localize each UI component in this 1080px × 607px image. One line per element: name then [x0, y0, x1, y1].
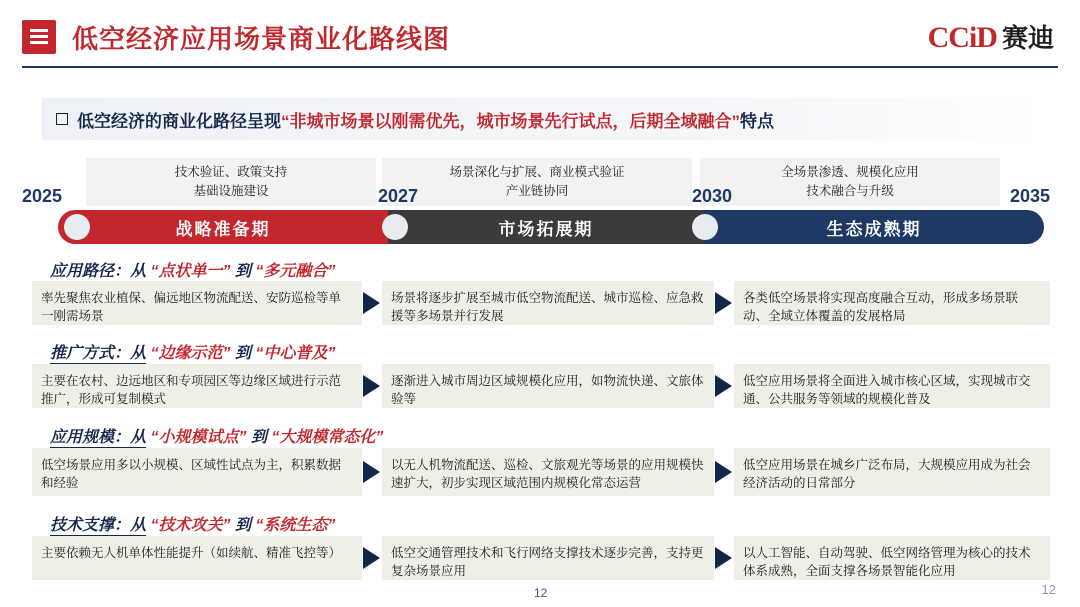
timeline-phase-bar-2 [704, 210, 1044, 244]
page-number-center: 12 [534, 586, 548, 600]
row-title-1-to: “中心普及” [255, 345, 336, 362]
timeline-phase-label-0: 战略准备期 [175, 219, 271, 239]
phase-description-1-line1: 场景深化与扩展、商业模式验证 [449, 165, 625, 179]
row-2-cell-2: 低空应用场景在城乡广泛布局，大规模应用成为社会经济活动的日常部分 [734, 448, 1050, 496]
row-0-cell-1: 场景将逐步扩展至城市低空物流配送、城市巡检、应急救援等多场景并行发展 [382, 281, 714, 325]
timeline-phase-label-1: 市场拓展期 [498, 219, 594, 239]
row-0-arrow-0 [363, 292, 380, 314]
row-0-cell-0: 率先聚焦农业植保、偏远地区物流配送、安防巡检等单一刚需场景 [32, 281, 362, 325]
row-title-1 [50, 340, 335, 363]
row-1-arrow-1 [715, 375, 732, 397]
row-title-3-to: “系统生态” [255, 517, 336, 534]
timeline-marker-2 [692, 214, 718, 240]
row-3-arrow-0 [363, 547, 380, 569]
square-bullet-icon [56, 113, 68, 125]
callout-text-highlight: “非城市场景以刚需优先，城市场景先行试点，后期全域融合” [281, 111, 740, 131]
timeline-year-2035: 2035 [1010, 186, 1051, 206]
callout-text-part1: 低空经济的商业化路径呈现 [77, 111, 281, 131]
row-0-arrow-1 [715, 292, 732, 314]
row-2-arrow-1 [715, 461, 732, 483]
timeline-year-2030: 2030 [692, 186, 733, 206]
header-bullet-icon [22, 20, 56, 54]
row-title-0-mid: 到 [234, 263, 251, 280]
phase-description-0 [86, 158, 376, 206]
row-2-cell-1: 以无人机物流配送、巡检、文旅观光等场景的应用规模快速扩大，初步实现区域范围内规模化常态运营 [382, 448, 714, 496]
timeline-phase-bar-0 [58, 210, 388, 244]
row-0-cell-2: 各类低空场景将实现高度融合互动，形成多场景联动、全域立体覆盖的发展格局 [734, 281, 1050, 325]
phase-description-2-line2: 技术融合与升级 [806, 184, 894, 198]
phase-description-0-line2: 基础设施建设 [193, 184, 269, 198]
phase-description-0-line1: 技术验证、政策支持 [174, 165, 288, 179]
logo-latin-text: CCiD [927, 21, 997, 54]
timeline-year-2027: 2027 [378, 186, 419, 206]
header-divider [22, 66, 1058, 68]
row-title-2-to: “大规模常态化” [271, 429, 384, 446]
page-number-right: 12 [1041, 582, 1056, 597]
phase-description-2 [700, 158, 1000, 206]
row-1-arrow-0 [363, 375, 380, 397]
row-title-0-prefix: 应用路径：从 [50, 263, 146, 283]
row-title-2-prefix: 应用规模：从 [50, 429, 146, 449]
row-1-cell-0: 主要在农村、边远地区和专项园区等边缘区域进行示范推广，形成可复制模式 [32, 364, 362, 408]
timeline-marker-0 [64, 214, 90, 240]
slide-header [0, 0, 1080, 72]
row-1-cell-1: 逐渐进入城市周边区域规模化应用，如物流快递、文旅体验等 [382, 364, 714, 408]
callout-text-part3: 特点 [740, 111, 774, 131]
phase-description-1 [382, 158, 692, 206]
brand-logo [928, 18, 1054, 55]
row-title-3-prefix: 技术支撑：从 [50, 517, 146, 537]
row-3-cell-2: 以人工智能、自动驾驶、低空网络管理为核心的技术体系成熟，全面支撑各场景智能化应用 [734, 536, 1050, 580]
row-3-cell-0: 主要依赖无人机单体性能提升（如续航、精准飞控等） [32, 536, 362, 580]
row-title-3-mid: 到 [234, 517, 251, 534]
timeline-year-2025: 2025 [22, 186, 63, 206]
callout-banner [42, 98, 1042, 140]
row-3-cell-1: 低空交通管理技术和飞行网络支撑技术逐步完善，支持更复杂场景应用 [382, 536, 714, 580]
row-2-arrow-0 [363, 461, 380, 483]
row-title-2-from: “小规模试点” [150, 429, 247, 446]
timeline-phase-label-2: 生态成熟期 [826, 219, 922, 239]
row-1-cell-2: 低空应用场景将全面进入城市核心区域，实现城市交通、公共服务等领域的规模化普及 [734, 364, 1050, 408]
row-title-1-from: “边缘示范” [150, 345, 231, 362]
timeline-marker-1 [382, 214, 408, 240]
row-title-3 [50, 512, 335, 535]
phase-description-2-line1: 全场景渗透、规模化应用 [781, 165, 919, 179]
row-title-0-from: “点状单一” [150, 263, 231, 280]
row-title-2 [50, 424, 383, 447]
row-3-arrow-1 [715, 547, 732, 569]
timeline-phase-bar-1 [388, 210, 704, 244]
row-title-1-mid: 到 [234, 345, 251, 362]
phase-description-1-line2: 产业链协同 [505, 184, 569, 198]
row-title-2-mid: 到 [250, 429, 267, 446]
row-title-0-to: “多元融合” [255, 263, 336, 280]
page-title: 低空经济应用场景商业化路线图 [72, 24, 451, 54]
logo-cn-text: 赛迪 [1001, 23, 1054, 53]
row-title-3-from: “技术攻关” [150, 517, 231, 534]
row-2-cell-0: 低空场景应用多以小规模、区域性试点为主，积累数据和经验 [32, 448, 362, 496]
row-title-1-prefix: 推广方式：从 [50, 345, 146, 365]
row-title-0 [50, 258, 335, 281]
